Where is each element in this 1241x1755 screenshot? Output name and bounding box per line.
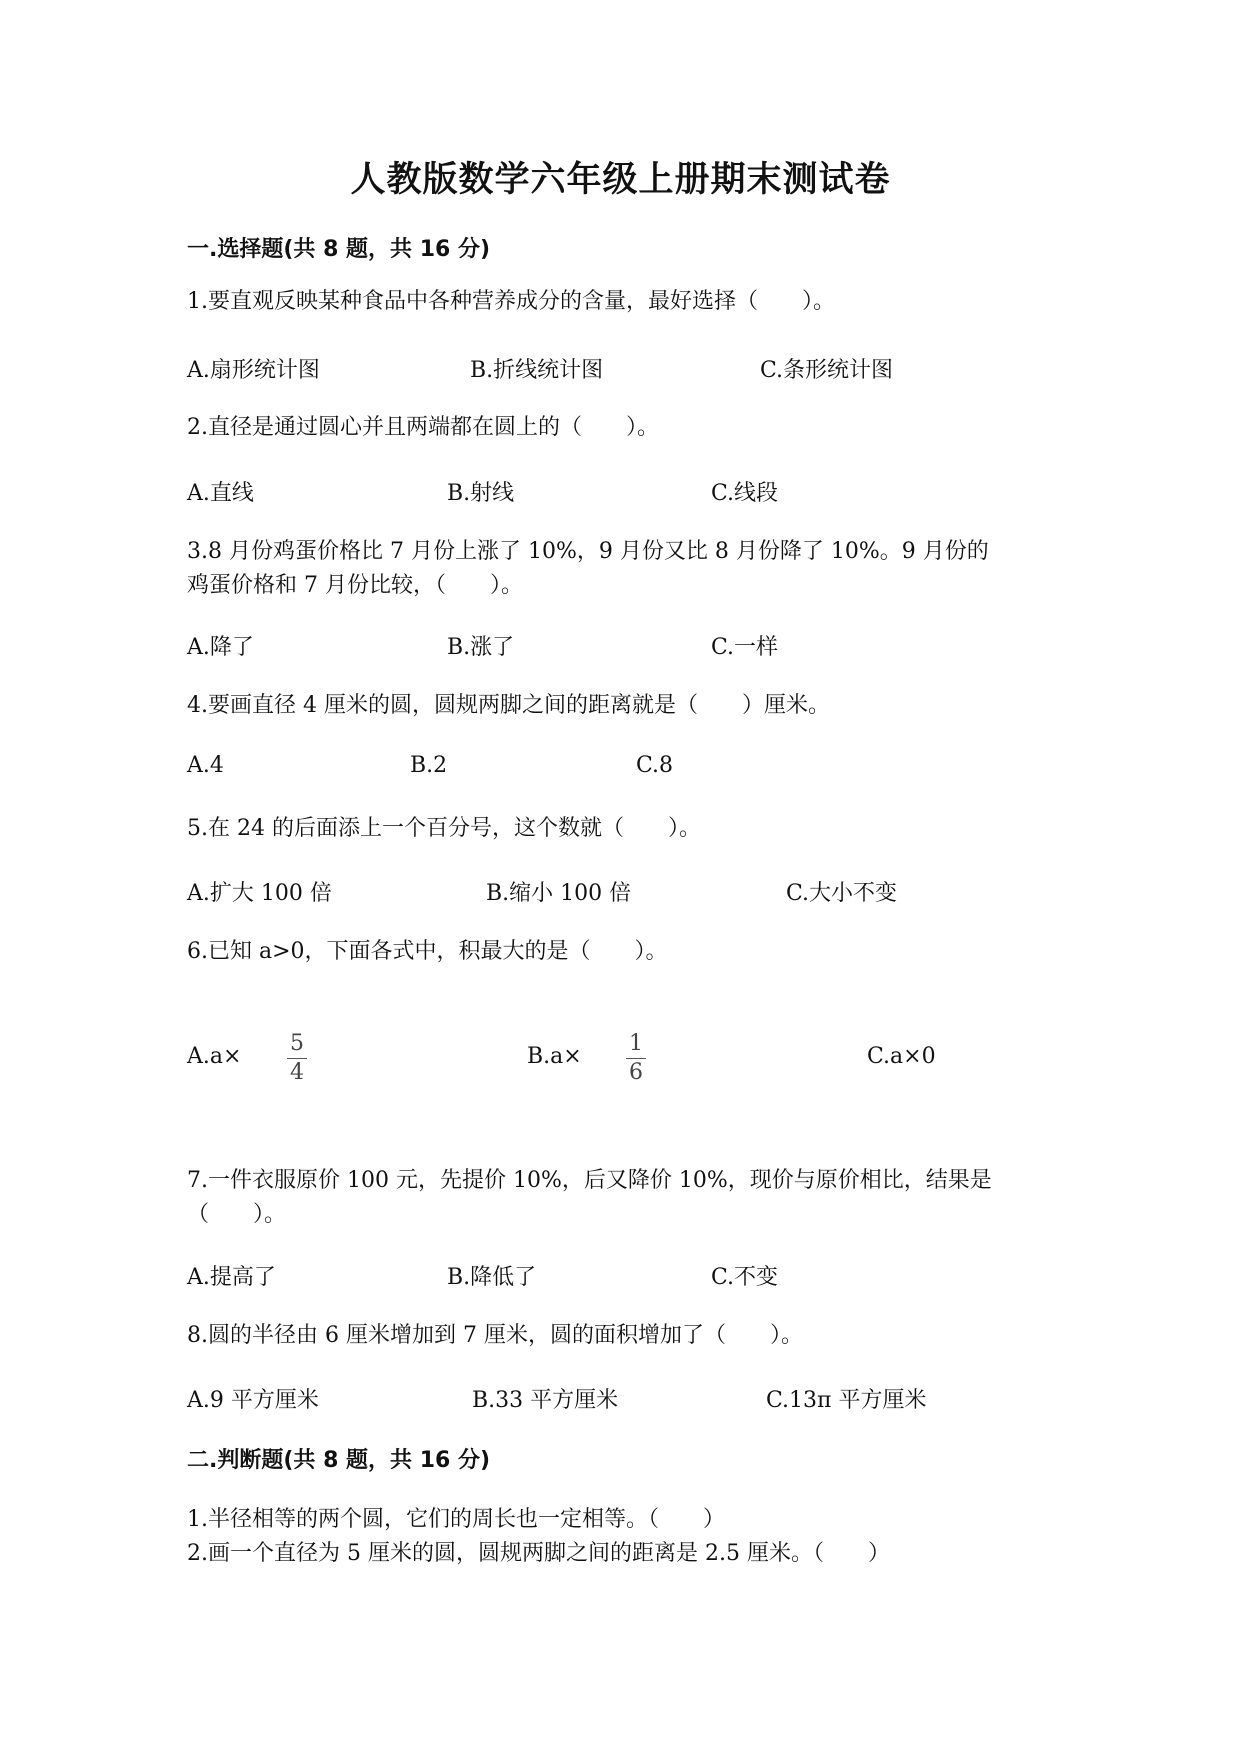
q4-option-b: B.2 — [410, 753, 448, 778]
tf-question-1: 1.半径相等的两个圆，它们的周长也一定相等。（ ） — [187, 1507, 725, 1532]
q6-option-b-fraction — [624, 1033, 648, 1084]
q1-option-c: C.条形统计图 — [760, 358, 894, 383]
q1-option-a: A.扇形统计图 — [187, 358, 320, 383]
q7-option-a: A.提高了 — [187, 1265, 276, 1290]
q6-option-b: B.a× — [527, 1044, 582, 1069]
q4-option-a: A.4 — [187, 753, 224, 778]
fraction-bar — [287, 1058, 307, 1059]
fraction-denominator: 6 — [629, 1060, 643, 1085]
question-2: 2.直径是通过圆心并且两端都在圆上的（ ）。 — [187, 415, 659, 440]
question-3-line-1: 3.8 月份鸡蛋价格比 7 月份上涨了 10%，9 月份又比 8 月份降了 10%。9 月份的 — [187, 539, 989, 564]
q8-option-a: A.9 平方厘米 — [187, 1388, 319, 1413]
q8-option-c: C.13π 平方厘米 — [766, 1388, 927, 1413]
question-8: 8.圆的半径由 6 厘米增加到 7 厘米，圆的面积增加了（ ）。 — [187, 1323, 803, 1348]
q5-option-a: A.扩大 100 倍 — [187, 881, 332, 906]
question-7-line-1: 7.一件衣服原价 100 元，先提价 10%，后又降价 10%，现价与原价相比，结果是 — [187, 1168, 992, 1193]
question-4: 4.要画直径 4 厘米的圆，圆规两脚之间的距离就是（ ）厘米。 — [187, 693, 830, 718]
q3-option-b: B.涨了 — [447, 635, 515, 660]
question-1: 1.要直观反映某种食品中各种营养成分的含量，最好选择（ ）。 — [187, 289, 835, 314]
question-6: 6.已知 a>0，下面各式中，积最大的是（ ）。 — [187, 939, 668, 964]
section-heading-multiple-choice: 一.选择题(共 8 题，共 16 分) — [187, 237, 491, 262]
q5-option-b: B.缩小 100 倍 — [486, 881, 632, 906]
question-7-line-2: （ ）。 — [187, 1202, 287, 1227]
q6-option-c: C.a×0 — [867, 1044, 936, 1069]
question-5: 5.在 24 的后面添上一个百分号，这个数就（ ）。 — [187, 816, 701, 841]
fraction-denominator: 4 — [290, 1060, 304, 1085]
section-heading-true-false: 二.判断题(共 8 题，共 16 分) — [187, 1448, 491, 1473]
q5-option-c: C.大小不变 — [786, 881, 898, 906]
q7-option-b: B.降低了 — [447, 1265, 537, 1290]
q7-option-c: C.不变 — [711, 1265, 779, 1290]
fraction-numerator: 1 — [629, 1031, 643, 1056]
q2-option-a: A.直线 — [187, 481, 254, 506]
q3-option-c: C.一样 — [711, 635, 779, 660]
q4-option-c: C.8 — [636, 753, 674, 778]
q6-option-a-fraction — [285, 1033, 309, 1084]
question-3-line-2: 鸡蛋价格和 7 月份比较，（ ）。 — [187, 573, 523, 598]
q3-option-a: A.降了 — [187, 635, 254, 660]
q2-option-c: C.线段 — [711, 481, 779, 506]
q2-option-b: B.射线 — [447, 481, 515, 506]
q8-option-b: B.33 平方厘米 — [472, 1388, 619, 1413]
q1-option-b: B.折线统计图 — [470, 358, 604, 383]
fraction-numerator: 5 — [290, 1031, 304, 1056]
fraction-bar — [626, 1058, 646, 1059]
page-title: 人教版数学六年级上册期末测试卷 — [350, 160, 891, 200]
tf-question-2: 2.画一个直径为 5 厘米的圆，圆规两脚之间的距离是 2.5 厘米。（ ） — [187, 1541, 890, 1566]
q6-option-a: A.a× — [187, 1044, 242, 1069]
